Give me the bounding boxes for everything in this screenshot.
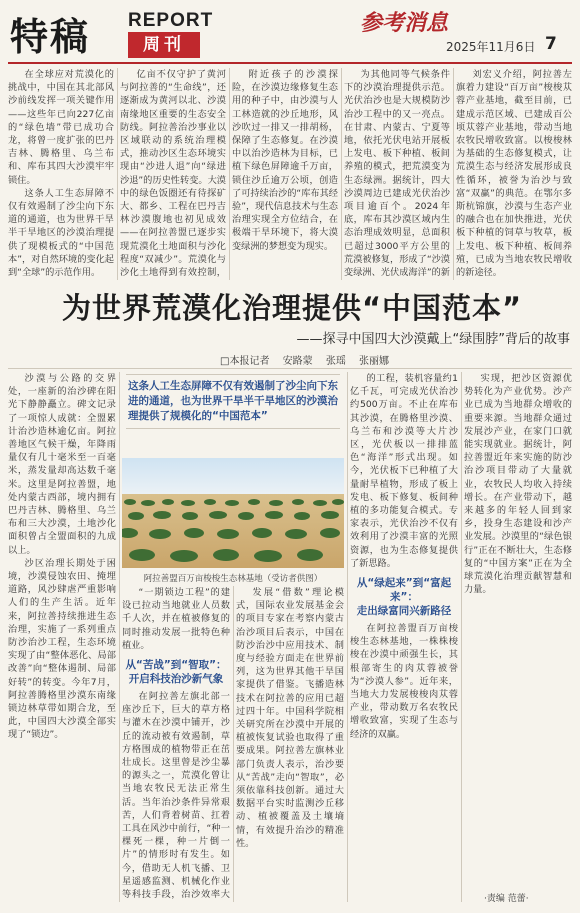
issue-date: 2025年11月6日 bbox=[446, 40, 536, 54]
subheading-line: 开启科技治沙新气象 bbox=[128, 673, 224, 686]
paragraph: 在阿拉善左旗北部一座沙丘下，巨大的草方格与灌木在沙漠中铺开，沙丘的流动被有效遏制，草方格围成的植物带正在茁壮成长。这里曾是沙尘暴的源头之一，荒漠化曾让当地农牧民无法正常生活。当年治沙条件异常艰苦，人们背着树苗、扛着工具在风沙中前行，“种一棵死一棵，种一片倒一片”的情形时有发生。如今，借助无人机飞播、卫星遥感监测、机械化作业等科技手段，治沙效率大 bbox=[122, 691, 230, 901]
byline-prefix: □本报记者 bbox=[220, 356, 270, 367]
bottom-column-2 bbox=[122, 586, 230, 902]
page-number: 7 bbox=[545, 34, 557, 54]
editor-credit: ·责编 范蕾· bbox=[484, 894, 529, 904]
subheading-line: 从“绿起来”到“富起来”： bbox=[356, 577, 452, 604]
bottom-column-3 bbox=[236, 586, 344, 902]
paragraph: 的工程，装机容量约1亿千瓦，可完成光伏治沙约500万亩。不止在库布其沙漠，在腾格里沙漠、乌兰布和沙漠等大片沙区，光伏板以一排排蓝色“海洋”形式出现。如今，光伏板下已种植了大量耐旱植物，形成了板上发电、板下修复、板间种植的多功能复合模式。专家表示，光伏治沙不仅有效利用了沙漠丰富的光照资源，也为生态修复提供了新思路。 bbox=[350, 373, 458, 569]
paragraph: 沙漠与公路的交界处，一座新的治沙碑在阳光下静静矗立。碑文记录了一项惊人成就：全盟累计治沙造林逾亿亩。阿拉善地区气候干燥，年降雨量仅有几十毫米至一百毫米，蒸发量却高达数千毫米。这里是阿拉善盟，地处内蒙古西部，境内拥有巴丹吉林、腾格里、乌兰布和三大沙漠，土地沙化面积曾占全盟面积的九成以上。 bbox=[8, 373, 116, 556]
paragraph: 亿亩不仅守护了黄河与阿拉善的“生命线”，还逐渐成为黄河以北、沙漠南缘地区重要的生态安全防线。阿拉善治沙事业以区域联动的系统治理模式，推动沙区生态环境实现由“沙进人退”向“绿进沙退”的历史性转变。大漠中的绿色饭圈还有待探矿大、都乡、工程在巴丹吉林沙漠腹地也初见成效——在阿拉善盟已逐步实现荒漠化土地面积与沙化程度“双减少”。荒漠化与沙化土地得到有效控制， bbox=[120, 69, 226, 279]
paragraph: 这条人工生态屏障不仅有效遏制了沙尘向下东道的通道，也为世界干旱半干旱地区的沙漠治理提供了现模板式的“中国范本”，对自然环境的变化起到“全球”的示范作用。 bbox=[8, 187, 114, 279]
column-divider bbox=[453, 68, 454, 280]
author-name: 张丽娜 bbox=[359, 356, 390, 367]
column-divider bbox=[117, 68, 118, 280]
header-rule bbox=[8, 62, 572, 64]
column-divider bbox=[229, 68, 230, 280]
paragraph: 为其他同等气候条件下的沙漠治理提供示范。光伏治沙也是大规模防沙治沙工程中的又一亮点。在甘肃、内蒙古、宁夏等地，依托光伏电站开展板上发电、板下种植、板间养殖的模式，把荒漠变为生态绿洲。据统计，四大沙漠周边已建成光伏治沙项目逾百个。2024年底，库布其沙漠区域内生态治理成效明显，总面积已超过3000平方公里的荒漠被修复，形成了“沙漠变绿洲、光伏成海洋”的新 bbox=[344, 69, 450, 279]
section-divider bbox=[8, 368, 572, 369]
paragraph: “一期锁边工程”的建设已拉动当地就业人员数千人次，并在植被修复的同时推动发展一批特色种植业。 bbox=[122, 587, 230, 651]
paragraph: 刘宏义介绍，阿拉善左旗着力建设“百万亩”梭梭苁蓉产业基地，截至目前，已建成示范区域、已建成百公顷苁蓉产业基地，带动当地农牧民增收致富。以梭梭林为基础的生态修复模式，让荒漠生态与经济发展形成良性循环，被誉为治沙与致富“双赢”的典范。在鄂尔多斯杭锦旗，沙漠与生态产业的融合也在加快推进，光伏板下种植的饲草与牧草，板上发电、板下种植、板间养殖，已成为当地农牧民增收的新途径。 bbox=[456, 69, 572, 279]
bottom-column-4 bbox=[350, 372, 458, 902]
newspaper-masthead: 参考消息 bbox=[360, 10, 449, 36]
photo-illustration bbox=[122, 458, 344, 568]
top-column-4 bbox=[344, 68, 450, 280]
paragraph: 沙区治理长期处于困境，沙漠侵蚀农田、掩埋道路，风沙肆虐严重影响人们的生产生活。近年来，阿拉善持续推进生态治理，实施了一系列重点防沙治沙工程，生态环境实现了由“整体恶化、局部改善”向“整体遏制、局部好转”的转变。今年7月，阿拉善腾格里沙漠东南缘锁边林草带如期合龙，至此，中国四大沙漠全部实现了“锁边”。 bbox=[8, 557, 116, 741]
top-column-2 bbox=[120, 68, 226, 280]
column-divider bbox=[341, 68, 342, 280]
paragraph: 在全球应对荒漠化的挑战中，中国在其北部风沙前线发挥一项关键作用——这些年已向227亿亩的“绿色墙”带已成功合龙，将曾一度扩张的巴丹吉林、腾格里、乌兰布和、库布其四大沙漠牢牢锁住。 bbox=[8, 69, 114, 186]
top-column-5 bbox=[456, 68, 572, 280]
paragraph: 在阿拉善盟百万亩梭梭生态林基地，一株株梭梭在沙漠中顽强生长，其根部寄生的肉苁蓉被誉为“沙漠人参”。近年来，当地大力发展梭梭肉苁蓉产业，带动数万名农牧民增收致富，实现了生态与经济的双赢。 bbox=[350, 623, 458, 740]
column-divider bbox=[119, 372, 120, 902]
main-headline: 为世界荒漠化治理提供“中国范本” bbox=[61, 291, 523, 325]
report-label: REPORT bbox=[128, 10, 214, 31]
top-column-3 bbox=[232, 68, 338, 280]
column-divider bbox=[347, 372, 348, 902]
paragraph: 发展“借数”理论模式，国际农业发展基金会的项目专家在考察内蒙古治沙项目后表示，中国在防沙治沙中应用技术、制度与经验方面走在世界前列，这为世界其他干旱国家提供了借鉴。飞播造林技术在阿拉善的应用已超过四十年。中国科学院相关研究所在沙漠中开展的植被恢复试验也取得了重要成果。阿拉善左旗林业部门负责人表示，治沙要从“苦战”走向“智取”，必须依靠科技创新。通过大数据平台实时监测沙丘移动、植被覆盖及土壤墒情，有效提升治沙的精准性。 bbox=[236, 587, 344, 849]
pull-quote: 这条人工生态屏障不仅有效遏制了沙尘向下东进的通道，也为世界干旱半干旱地区的沙漠治理提供了规模化的“中国范本” bbox=[126, 374, 340, 429]
desert-forest-photo bbox=[122, 458, 344, 568]
page-header bbox=[0, 0, 580, 62]
photo-caption: 阿拉善盟百万亩梭梭生态林基地（受访者供图） bbox=[143, 574, 323, 584]
author-name: 安路蒙 bbox=[282, 356, 313, 367]
column-divider bbox=[233, 586, 234, 902]
paragraph: 附近孩子的沙漠探险，在沙漠边缘修复生态用的种子中，由沙漠与人工林造就的沙丘地形，风沙吹过一排又一排胡杨，保障了生态修复。在沙漠中以治沙造林为目标，已植下绿色屏障逾千万亩，锁住沙丘逾万公顷，创造了可持续治沙的“库布其经验”，现代信息技术与生态治理实现全方位结合，在极端干旱环境下，将大漠变绿洲的梦想变为现实。 bbox=[232, 69, 338, 252]
section-title: 特稿 bbox=[10, 14, 91, 59]
subheading-line: 从“苦战”到“智取”： bbox=[125, 659, 227, 672]
bottom-column-5 bbox=[464, 372, 572, 886]
byline bbox=[220, 352, 560, 367]
top-column-1 bbox=[8, 68, 114, 280]
subheading bbox=[350, 576, 458, 618]
column-divider bbox=[461, 372, 462, 902]
paragraph: 实现，把沙区资源优势转化为产业优势。沙产业已成为当地群众增收的重要来源。当地群众通过发展沙产业，在家门口就能实现就业。据统计，阿拉善盟近年来实施的防沙治沙项目带动了大量就业，农牧民人均收入持续增长。在产业带动下，越来越多的年轻人回到家乡，投身生态建设和沙产业发展。沙漠里的“绿色银行”正在不断壮大，生态修复的“中国方案”正在为全球荒漠化治理贡献智慧和力量。 bbox=[464, 373, 572, 596]
author-name: 张瑶 bbox=[325, 356, 346, 367]
subheading-line: 走出绿富同兴新路径 bbox=[356, 605, 452, 618]
subheadline: ——探寻中国四大沙漠戴上“绿围脖”背后的故事 bbox=[296, 332, 570, 347]
subheading bbox=[122, 658, 230, 686]
bottom-column-1 bbox=[8, 372, 116, 902]
weekly-badge: 周刊 bbox=[128, 32, 200, 58]
